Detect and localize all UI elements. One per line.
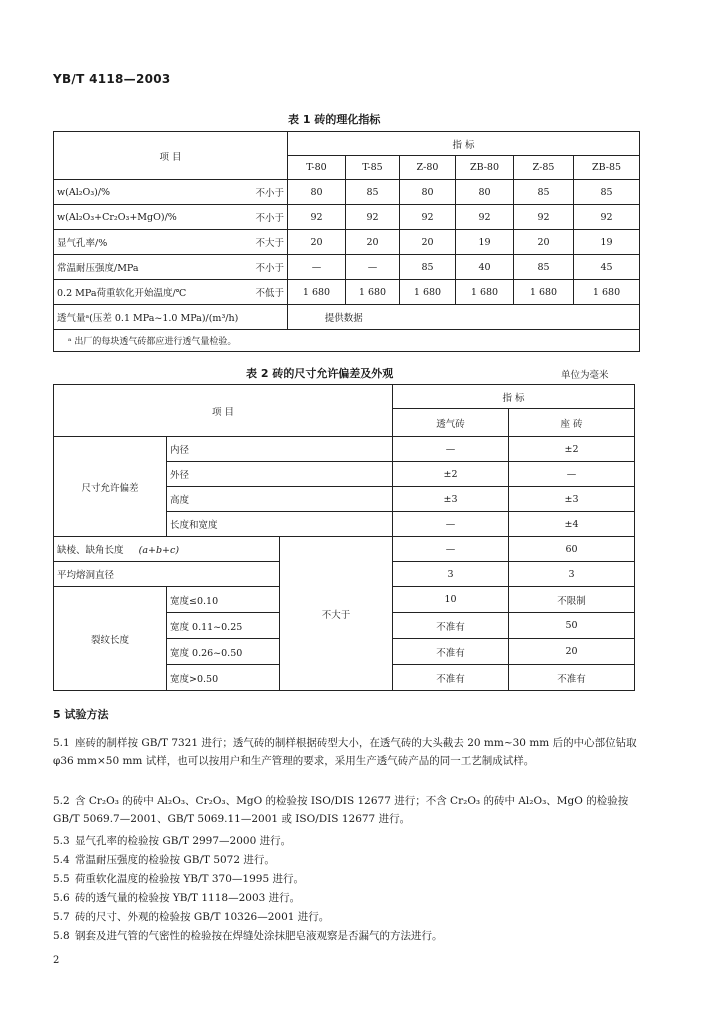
para-number: 5.1 xyxy=(53,737,70,749)
table2 xyxy=(53,384,635,691)
t1-footnote: ᵃ 出厂的每块透气砖都应进行透气量检验。 xyxy=(54,330,640,352)
t1-grade: ZB-80 xyxy=(456,156,514,180)
t1-value: 45 xyxy=(574,255,640,280)
t2-not-more-than: 不大于 xyxy=(280,537,393,691)
t1-value: 85 xyxy=(346,180,400,205)
t1-value: 92 xyxy=(456,205,514,230)
t2-melt-item: 平均熔洞直径 xyxy=(54,562,280,587)
para-number: 5.4 xyxy=(53,854,70,866)
t2-vent-value: 不准有 xyxy=(393,665,509,691)
t1-limit: 不大于 xyxy=(236,230,288,255)
t1-limit: 不小于 xyxy=(236,180,288,205)
t1-permeability-value: 提供数据 xyxy=(288,305,400,330)
t2-dimension-group: 尺寸允许偏差 xyxy=(54,437,167,537)
t2-edge-formula: (a+b+c) xyxy=(138,545,180,556)
t1-value: 19 xyxy=(574,230,640,255)
t1-value: 92 xyxy=(514,205,574,230)
t2-vent-value: 3 xyxy=(393,562,509,587)
t1-item: w(Al₂O₃)/% xyxy=(54,180,236,205)
t1-item: 显气孔率/% xyxy=(54,230,236,255)
t1-limit: 不低于 xyxy=(236,280,288,305)
paragraph-5-1 xyxy=(53,734,643,770)
t1-value: 1 680 xyxy=(514,280,574,305)
paragraph-5-4 xyxy=(53,851,643,869)
para-text: 显气孔率的检验按 GB/T 2997—2000 进行。 xyxy=(75,835,292,847)
t2-vent-value: 不准有 xyxy=(393,613,509,639)
t1-value: 1 680 xyxy=(574,280,640,305)
t2-crack-group: 裂纹长度 xyxy=(54,587,167,691)
t2-seat-value: 不限制 xyxy=(509,587,635,613)
table1 xyxy=(53,131,640,352)
para-text: 荷重软化温度的检验按 YB/T 370—1995 进行。 xyxy=(75,873,304,885)
t2-col-project: 项 目 xyxy=(54,385,393,437)
t1-grade: Z-80 xyxy=(400,156,456,180)
table-row xyxy=(54,305,640,330)
t2-vent-value: ±2 xyxy=(393,462,509,487)
t2-dim-item: 长度和宽度 xyxy=(167,512,393,537)
para-number: 5.7 xyxy=(53,911,70,923)
t2-crack-item: 宽度 0.11~0.25 xyxy=(167,613,280,639)
t2-dim-item: 内径 xyxy=(167,437,393,462)
t2-vent-value: 不准有 xyxy=(393,639,509,665)
paragraph-5-7 xyxy=(53,908,643,926)
t2-seat-value: 不准有 xyxy=(509,665,635,691)
t1-value: 92 xyxy=(346,205,400,230)
t1-value: 1 680 xyxy=(456,280,514,305)
t1-item: 0.2 MPa荷重软化开始温度/℃ xyxy=(54,280,236,305)
t1-value: 1 680 xyxy=(400,280,456,305)
t2-crack-item: 宽度 0.26~0.50 xyxy=(167,639,280,665)
t1-grade: T-80 xyxy=(288,156,346,180)
para-text: 含 Cr₂O₃ 的砖中 Al₂O₃、Cr₂O₃、MgO 的检验按 ISO/DIS 12677 进行；不含 Cr₂O₃ 的砖中 Al₂O₃、MgO 的检验按 GB/T 5069.7—2001、GB/T 5069.11—2001 或 ISO/DIS 12677 进行。 xyxy=(53,795,629,825)
t1-value: 20 xyxy=(514,230,574,255)
t1-value: 92 xyxy=(574,205,640,230)
t1-value: 20 xyxy=(346,230,400,255)
t2-seat-value: 60 xyxy=(509,537,635,562)
t2-vent-value: 10 xyxy=(393,587,509,613)
t2-edge-item xyxy=(54,537,280,562)
t1-permeability-item: 透气量ᵃ(压差 0.1 MPa~1.0 MPa)/(m³/h) xyxy=(54,305,288,330)
t2-seat-value: ±2 xyxy=(509,437,635,462)
para-number: 5.5 xyxy=(53,873,70,885)
paragraph-5-2 xyxy=(53,792,643,828)
section5-title: 5 试验方法 xyxy=(53,708,109,721)
table-row xyxy=(54,205,640,230)
table2-caption: 表 2 砖的尺寸允许偏差及外观 xyxy=(246,367,394,380)
t2-seat-value: ±4 xyxy=(509,512,635,537)
t1-value: 92 xyxy=(400,205,456,230)
t1-value: 85 xyxy=(514,255,574,280)
t1-limit: 不小于 xyxy=(236,255,288,280)
t1-value: 20 xyxy=(288,230,346,255)
t2-col-indicator: 指 标 xyxy=(393,385,635,409)
t1-value: 20 xyxy=(400,230,456,255)
t2-dim-item: 外径 xyxy=(167,462,393,487)
table-row xyxy=(54,280,640,305)
para-number: 5.6 xyxy=(53,892,70,904)
paragraph-5-3 xyxy=(53,832,643,850)
t1-permeability-blank xyxy=(400,305,640,330)
t2-seat-value: 50 xyxy=(509,613,635,639)
para-number: 5.8 xyxy=(53,930,70,942)
t1-col-indicator: 指 标 xyxy=(288,132,640,156)
t1-value: 92 xyxy=(288,205,346,230)
t2-seat-value: — xyxy=(509,462,635,487)
para-text: 砖的透气量的检验按 YB/T 1118—2003 进行。 xyxy=(75,892,301,904)
para-text: 座砖的制样按 GB/T 7321 进行；透气砖的制样根据砖型大小，在透气砖的大头截去 20 mm~30 mm 后的中心部位钻取 φ36 mm×50 mm 试样，也可以按用户和生产管理的要求，采用生产透气砖产品的同一工艺制成试样。 xyxy=(53,737,637,767)
t1-value: 1 680 xyxy=(288,280,346,305)
t1-value: — xyxy=(288,255,346,280)
paragraph-5-6 xyxy=(53,889,643,907)
t1-value: — xyxy=(346,255,400,280)
t1-item: w(Al₂O₃+Cr₂O₃+MgO)/% xyxy=(54,205,236,230)
t1-limit: 不小于 xyxy=(236,205,288,230)
para-text: 砖的尺寸、外观的检验按 GB/T 10326—2001 进行。 xyxy=(75,911,330,923)
t2-seat-value: 3 xyxy=(509,562,635,587)
t2-vent-value: — xyxy=(393,512,509,537)
table1-caption: 表 1 砖的理化指标 xyxy=(288,113,381,126)
table2-unit: 单位为毫米 xyxy=(561,370,609,381)
paragraph-5-5 xyxy=(53,870,643,888)
t1-value: 1 680 xyxy=(346,280,400,305)
paragraph-5-8 xyxy=(53,927,643,945)
t2-crack-item: 宽度≤0.10 xyxy=(167,587,280,613)
t1-value: 80 xyxy=(400,180,456,205)
table-row xyxy=(54,537,635,562)
t2-edge-label: 缺棱、缺角长度 xyxy=(57,545,124,556)
page-number: 2 xyxy=(53,955,60,966)
t2-vent-value: — xyxy=(393,437,509,462)
t1-value: 85 xyxy=(400,255,456,280)
table-row xyxy=(54,437,635,462)
standard-code-header: YB/T 4118—2003 xyxy=(53,72,171,86)
para-number: 5.3 xyxy=(53,835,70,847)
table-row xyxy=(54,230,640,255)
t1-value: 19 xyxy=(456,230,514,255)
t1-value: 80 xyxy=(288,180,346,205)
t1-col-project: 项 目 xyxy=(54,132,288,180)
table-row xyxy=(54,255,640,280)
t1-value: 40 xyxy=(456,255,514,280)
para-number: 5.2 xyxy=(53,795,70,807)
t1-value: 85 xyxy=(514,180,574,205)
t2-seat-value: 20 xyxy=(509,639,635,665)
t2-seat-value: ±3 xyxy=(509,487,635,512)
t1-value: 85 xyxy=(574,180,640,205)
t2-col-seat-brick: 座 砖 xyxy=(509,409,635,437)
t1-item: 常温耐压强度/MPa xyxy=(54,255,236,280)
t2-crack-item: 宽度>0.50 xyxy=(167,665,280,691)
t2-col-vent-brick: 透气砖 xyxy=(393,409,509,437)
t2-vent-value: — xyxy=(393,537,509,562)
t1-grade: Z-85 xyxy=(514,156,574,180)
table-row xyxy=(54,180,640,205)
t2-vent-value: ±3 xyxy=(393,487,509,512)
t1-grade: T-85 xyxy=(346,156,400,180)
t1-value: 80 xyxy=(456,180,514,205)
para-text: 钢套及进气管的气密性的检验按在焊缝处涂抹肥皂液观察是否漏气的方法进行。 xyxy=(75,930,443,942)
t2-dim-item: 高度 xyxy=(167,487,393,512)
t1-grade: ZB-85 xyxy=(574,156,640,180)
para-text: 常温耐压强度的检验按 GB/T 5072 进行。 xyxy=(75,854,275,866)
